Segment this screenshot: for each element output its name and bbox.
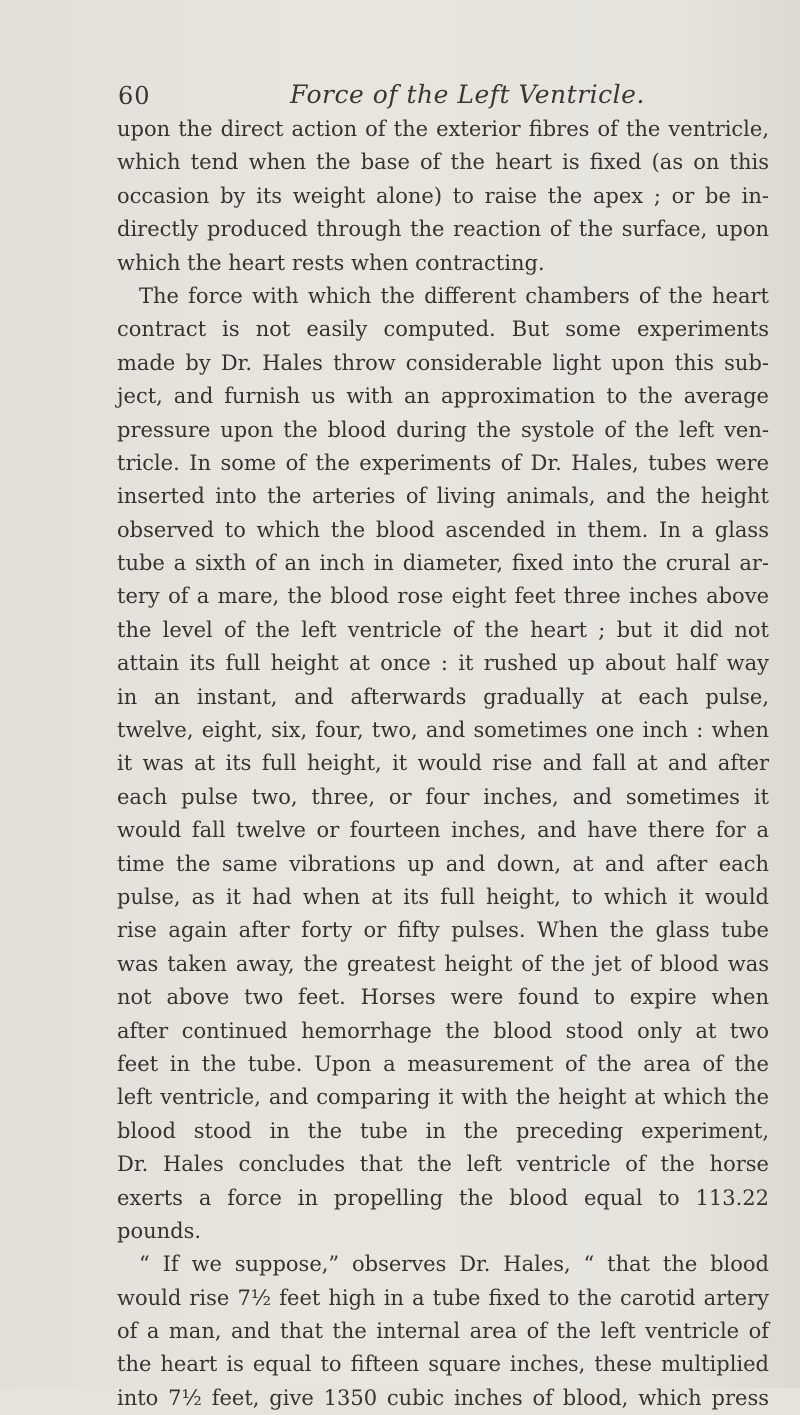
text-line: contract is not easily computed. But some experiments (117, 317, 769, 342)
text-line: the level of the left ventricle of the heart ; but it did not (117, 617, 769, 642)
text-line: inserted into the arteries of living animals, and the height (117, 484, 769, 509)
text-line: made by Dr. Hales throw considerable light upon this sub- (117, 350, 769, 375)
text-line: “ If we suppose,” observes Dr. Hales, “ that the blood (139, 1252, 769, 1277)
text-line: was taken away, the greatest height of the jet of blood was (117, 951, 769, 976)
text-line: blood stood in the tube in the preceding experiment, (117, 1118, 769, 1143)
text-line: The force with which the different chambers of the heart (139, 283, 769, 308)
text-line: not above two feet. Horses were found to expire when (117, 985, 769, 1010)
text-line: into 7½ feet, give 1350 cubic inches of blood, which press (117, 1385, 769, 1410)
text-line: of a man, and that the internal area of the left ventricle of (117, 1319, 769, 1344)
text-line: tricle. In some of the experiments of Dr. Hales, tubes were (117, 450, 769, 475)
text-line: tery of a mare, the blood rose eight feet three inches above (117, 584, 769, 609)
text-line: directly produced through the reaction of the surface, upon (117, 217, 769, 242)
text-line: feet in the tube. Upon a measurement of the area of the (117, 1051, 769, 1076)
text-line: which the heart rests when contracting. (117, 250, 545, 275)
text-line: tube a sixth of an inch in diameter, fixed into the crural ar- (117, 551, 769, 576)
text-line: exerts a force in propelling the blood equal to 113.22 (117, 1185, 769, 1210)
text-line: each pulse two, three, or four inches, and sometimes it (117, 784, 769, 809)
text-line: attain its full height at once : it rushed up about half way (117, 651, 769, 676)
text-line: time the same vibrations up and down, at and after each (117, 851, 769, 876)
text-line: left ventricle, and comparing it with the height at which the (117, 1085, 769, 1110)
page-number: 60 (118, 82, 151, 110)
text-line: the heart is equal to fifteen square inches, these multiplied (117, 1352, 769, 1377)
text-line: ject, and furnish us with an approximation to the average (117, 384, 769, 409)
text-line: rise again after forty or fifty pulses. When the glass tube (117, 918, 769, 943)
text-line: upon the direct action of the exterior fibres of the ventricle, (117, 117, 769, 141)
text-line: occasion by its weight alone) to raise the apex ; or be in- (117, 183, 769, 208)
body-text (117, 113, 769, 1415)
text-line: after continued hemorrhage the blood stood only at two (117, 1018, 769, 1043)
text-line: would rise 7½ feet high in a tube fixed to the carotid artery (117, 1285, 769, 1310)
text-line: pressure upon the blood during the systole of the left ven- (117, 417, 769, 442)
text-line: which tend when the base of the heart is fixed (as on this (117, 150, 769, 175)
text-line: pulse, as it had when at its full height, to which it would (117, 884, 769, 909)
text-line: twelve, eight, six, four, two, and sometimes one inch : when (117, 718, 769, 743)
text-line: it was at its full height, it would rise and fall at and after (117, 751, 769, 776)
text-line: pounds. (117, 1218, 202, 1243)
text-line: observed to which the blood ascended in them. In a glass (117, 517, 769, 542)
running-title: Force of the Left Ventricle. (290, 80, 645, 109)
text-line: Dr. Hales concludes that the left ventricle of the horse (117, 1152, 769, 1177)
text-line: in an instant, and afterwards gradually at each pulse, (117, 684, 769, 709)
text-line: would fall twelve or fourteen inches, and have there for a (117, 818, 769, 843)
